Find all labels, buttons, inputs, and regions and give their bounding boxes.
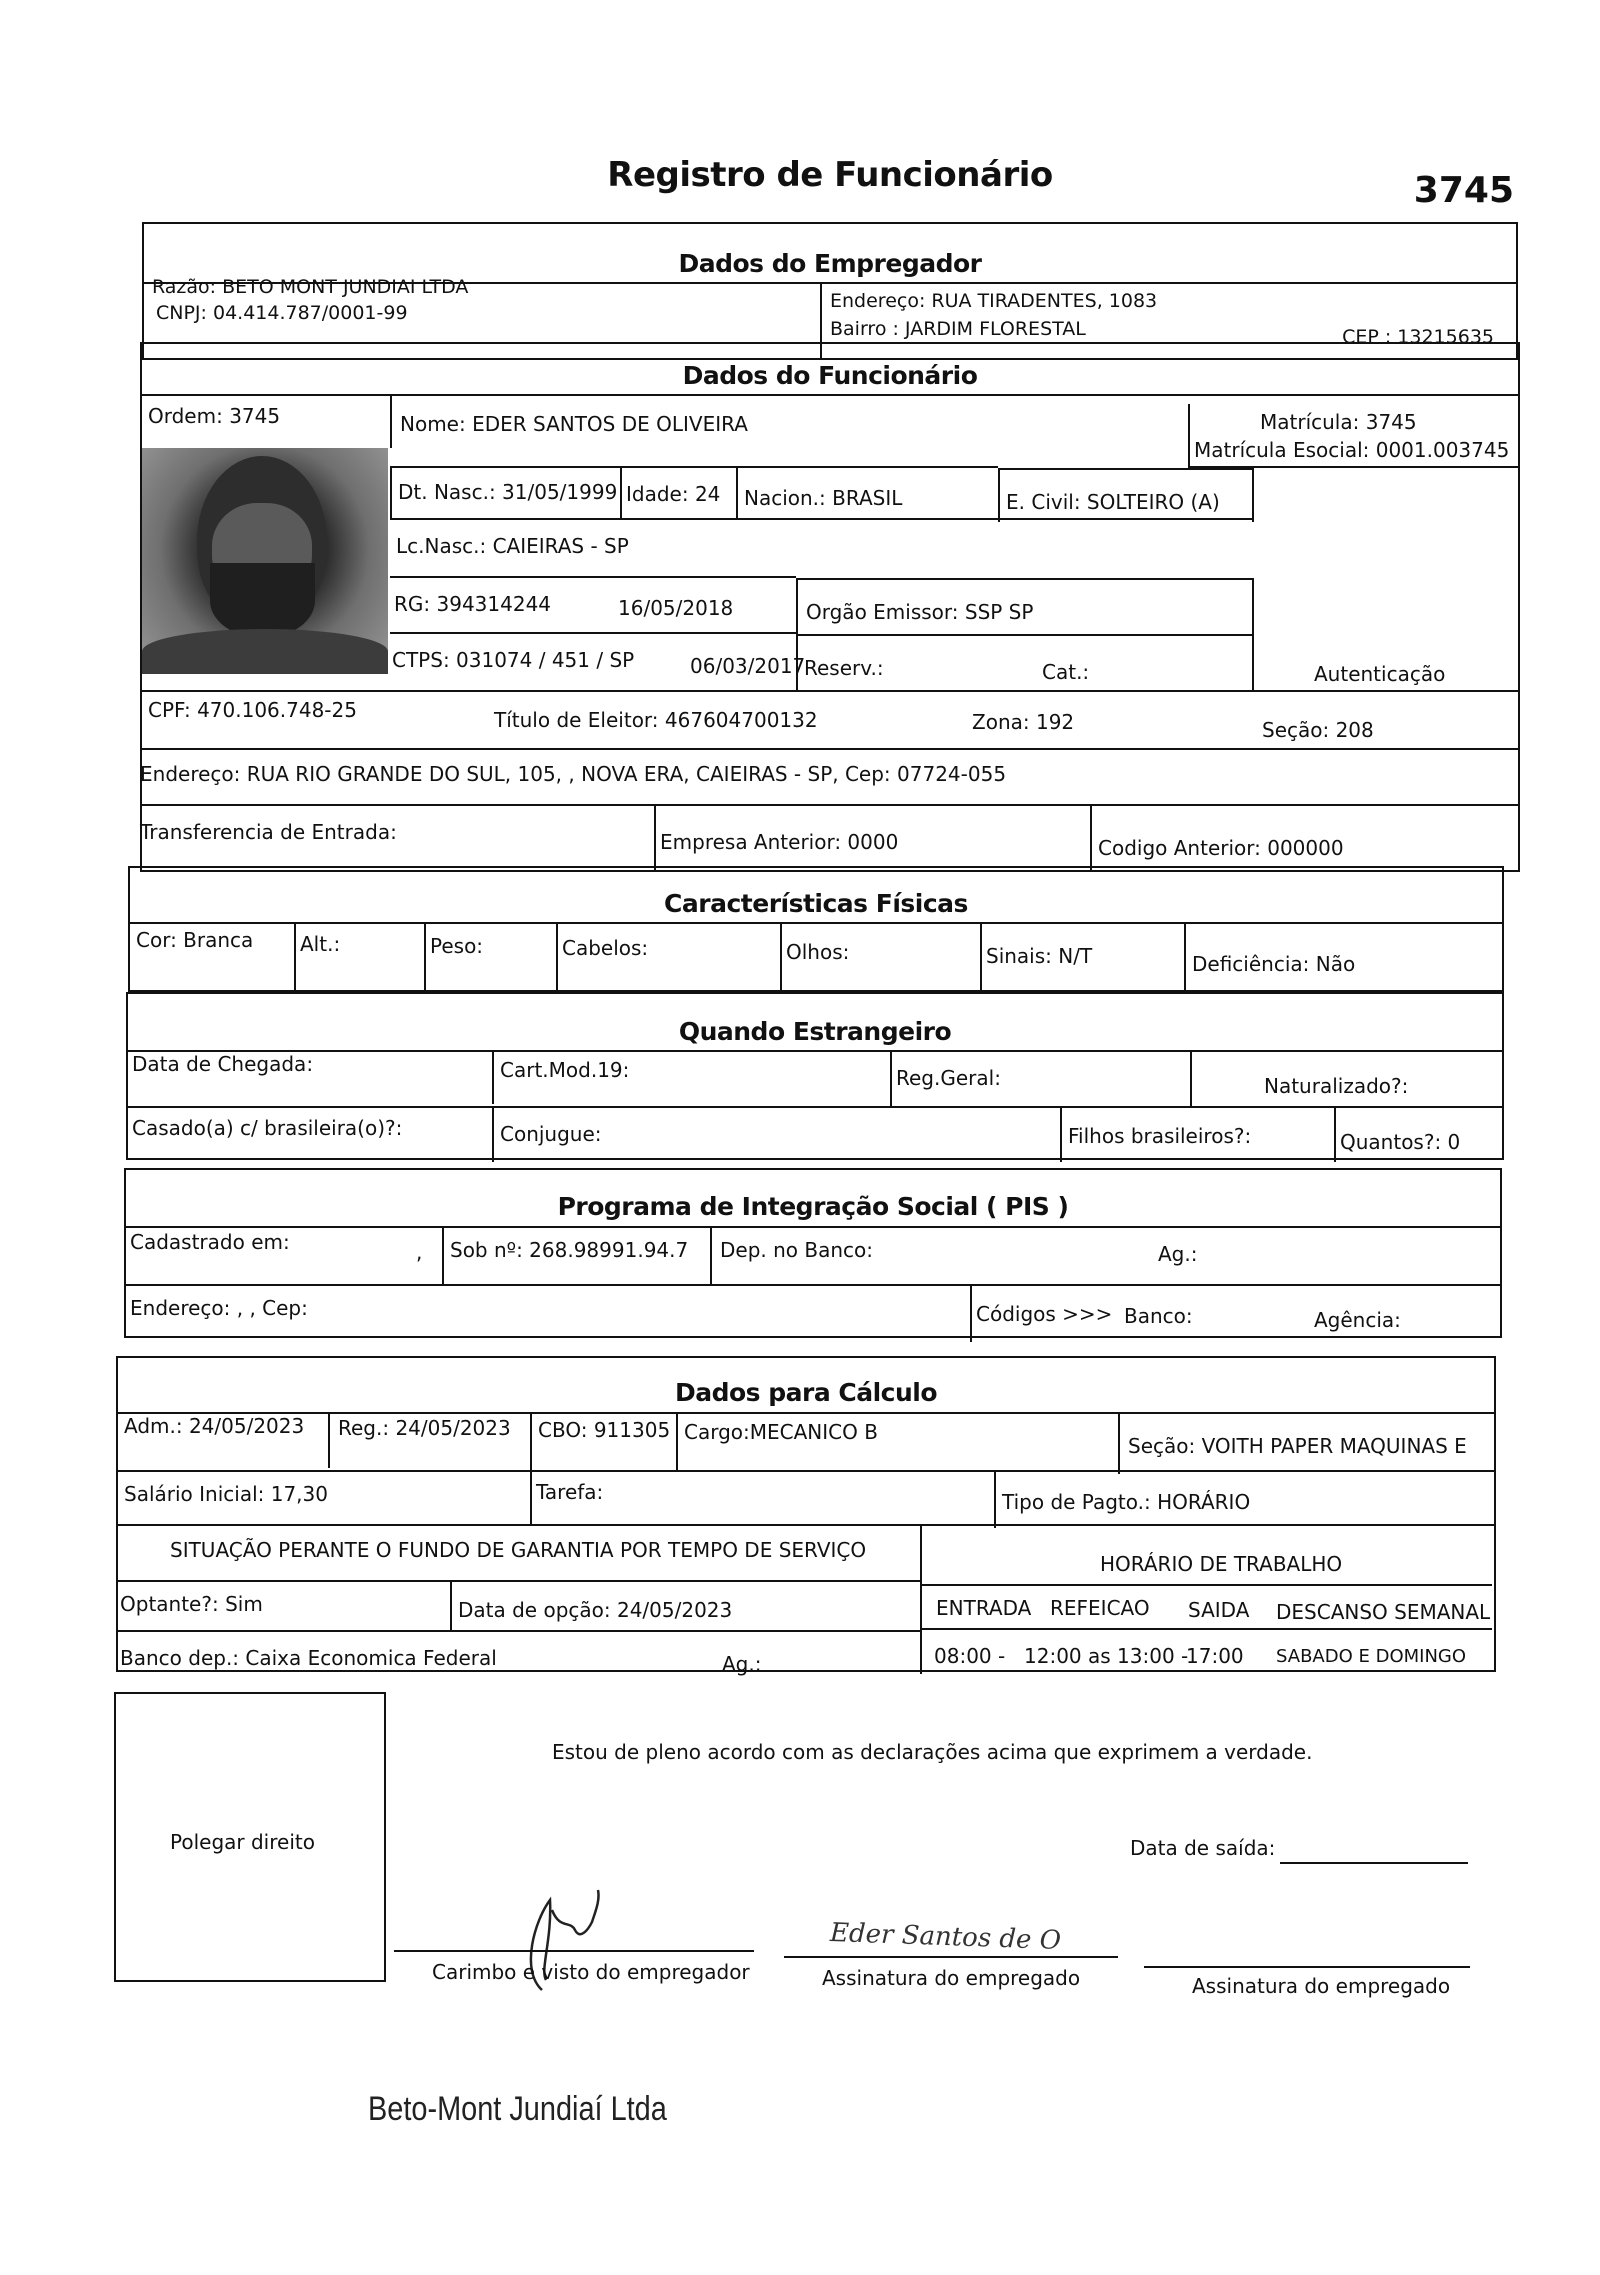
- employee-birth-date: Dt. Nasc.: 31/05/1999: [398, 480, 618, 504]
- autenticacao-label: Autenticação: [1314, 662, 1446, 686]
- pis-cadastrado: Cadastrado em:: [130, 1230, 290, 1254]
- employee-matricula: Matrícula: 3745: [1260, 410, 1417, 434]
- reg-geral-cell: [890, 1050, 1001, 1106]
- employee-rg-date: 16/05/2018: [618, 596, 734, 620]
- pis-agencia: Agência:: [1314, 1308, 1401, 1332]
- tipo-pagto: Tipo de Pagto.: HORÁRIO: [1002, 1490, 1251, 1514]
- employee-address: Endereço: RUA RIO GRANDE DO SUL, 105, , NOVA ERA, CAIEIRAS - SP, Cep: 07724-055: [140, 762, 1007, 786]
- pis-section: [124, 1168, 1502, 1338]
- employee-age: Idade: 24: [626, 482, 721, 506]
- conjugue: Conjugue:: [500, 1122, 602, 1146]
- olhos-cell: [780, 922, 850, 992]
- foreigner-section: [126, 992, 1504, 1160]
- employer-signature-label: Carimbo e visto do empregador: [432, 1960, 750, 1984]
- employer-address: Endereço: RUA TIRADENTES, 1083: [830, 290, 1158, 312]
- calc-row-2: [118, 1470, 1494, 1524]
- transfer-row: [142, 804, 1518, 870]
- peso-cell: [424, 922, 484, 992]
- employee-ctps: CTPS: 031074 / 451 / SP: [392, 648, 635, 672]
- company-stamp: Beto-Mont Jundiaí Ltda: [368, 2090, 667, 2128]
- horario-headers-row: [922, 1584, 1492, 1628]
- employee-nationality: Nacion.: BRASIL: [744, 486, 903, 510]
- thumbprint-label: Polegar direito: [170, 1830, 315, 1854]
- deficiencia-cell: [1184, 922, 1356, 992]
- horario-header-refeicao: REFEICAO: [1050, 1596, 1150, 1620]
- quantos: Quantos?: 0: [1340, 1130, 1461, 1154]
- cor: Cor: Branca: [136, 928, 254, 952]
- reserv-cell: [796, 634, 1254, 692]
- employee-signature: Eder Santos de O: [829, 1917, 1062, 1957]
- tarefa-cell: [530, 1472, 604, 1526]
- sinais: Sinais: N/T: [986, 944, 1093, 968]
- calculation-section: [116, 1356, 1496, 1676]
- exit-date-line: [1280, 1862, 1468, 1864]
- alt-cell: [294, 922, 341, 992]
- alt: Alt.:: [300, 932, 341, 956]
- employer-section: [142, 222, 1518, 360]
- employee-name: Nome: EDER SANTOS DE OLIVEIRA: [400, 412, 748, 436]
- pis-cadastrado-mark: ,: [416, 1240, 423, 1264]
- physical-section-title: Características Físicas: [130, 886, 1502, 924]
- cabelos-cell: [556, 922, 649, 992]
- employee-secao: Seção: 208: [1262, 718, 1374, 742]
- employee-signature-label-1: Assinatura do empregado: [822, 1966, 1081, 1990]
- lc-nasc-cell: [390, 518, 1254, 576]
- empresa-anterior: Empresa Anterior: 0000: [660, 830, 899, 854]
- employee-signature-line-1: [784, 1956, 1118, 1958]
- calculation-section-title: Dados para Cálculo: [118, 1374, 1494, 1414]
- horario-descanso: SABADO E DOMINGO: [1276, 1646, 1467, 1667]
- idade-cell: [620, 466, 736, 518]
- pis-row-2: [126, 1284, 1500, 1338]
- olhos: Olhos:: [786, 940, 850, 964]
- employee-marital-status: E. Civil: SOLTEIRO (A): [1006, 490, 1220, 514]
- employee-signature-line-2: [1144, 1966, 1470, 1968]
- employee-ctps-date: 06/03/2017: [690, 654, 806, 678]
- employee-section: [140, 342, 1520, 872]
- foreigner-section-title: Quando Estrangeiro: [128, 1014, 1502, 1052]
- employee-matricula-esocial: Matrícula Esocial: 0001.003745: [1194, 438, 1510, 462]
- horario-header-saida: SAIDA: [1188, 1598, 1250, 1622]
- cpf-row: [142, 690, 1518, 748]
- naturalizado-cell: [1190, 1050, 1409, 1108]
- filhos-cell: [1060, 1108, 1252, 1162]
- horario-header-descanso: DESCANSO SEMANAL: [1276, 1600, 1491, 1624]
- employee-cat: Cat.:: [1042, 660, 1090, 684]
- reg-geral: Reg.Geral:: [896, 1066, 1001, 1090]
- pis-codigos: Códigos >>>: [976, 1302, 1113, 1326]
- employer-razao: Razão: BETO MONT JUNDIAI LTDA: [152, 276, 469, 298]
- estado-civil-cell: [998, 468, 1254, 522]
- banco-dep-ag: Ag.:: [722, 1652, 762, 1676]
- naturalizado: Naturalizado?:: [1264, 1074, 1409, 1098]
- pis-number-cell: [442, 1226, 689, 1284]
- pis-codigos-cell: [970, 1286, 1401, 1342]
- pis-number: Sob nº: 268.98991.94.7: [450, 1238, 689, 1262]
- employee-cpf: CPF: 470.106.748-25: [148, 698, 357, 722]
- fgts-data-opcao: Data de opção: 24/05/2023: [458, 1598, 733, 1622]
- fgts-optante: Optante?: Sim: [120, 1592, 263, 1616]
- employer-bairro: Bairro : JARDIM FLORESTAL: [830, 318, 1086, 340]
- employer-cnpj: CNPJ: 04.414.787/0001-99: [156, 302, 408, 324]
- horario-header-entrada: ENTRADA: [936, 1596, 1032, 1620]
- peso: Peso:: [430, 934, 484, 958]
- secao-cell: [1118, 1414, 1467, 1474]
- codigo-anterior-cell: [1090, 806, 1516, 870]
- cart-mod: Cart.Mod.19:: [500, 1058, 630, 1082]
- matricula-cell: [1188, 404, 1520, 468]
- exit-date-label: Data de saída:: [1130, 1836, 1276, 1860]
- sinais-cell: [980, 922, 1093, 992]
- employee-rg: RG: 394314244: [394, 592, 552, 616]
- horario-refeicao: 12:00 as 13:00 -: [1024, 1644, 1189, 1668]
- address-row: [142, 748, 1518, 804]
- orgao-emissor-cell: [796, 578, 1254, 634]
- employee-reserv: Reserv.:: [804, 656, 884, 680]
- employee-photo: [142, 448, 388, 674]
- quantos-cell: [1334, 1108, 1461, 1162]
- calc-row-3: [118, 1524, 1494, 1676]
- pis-dep-banco: Dep. no Banco:: [720, 1238, 874, 1262]
- foreigner-row-2: [128, 1106, 1502, 1160]
- dt-nasc-cell: [390, 466, 620, 518]
- employer-section-title: Dados do Empregador: [144, 246, 1516, 284]
- data-chegada: Data de Chegada:: [132, 1052, 314, 1076]
- horario-saida: 17:00: [1186, 1644, 1244, 1668]
- employee-birth-place: Lc.Nasc.: CAIEIRAS - SP: [396, 534, 629, 558]
- data-opcao-cell: [450, 1582, 733, 1630]
- adm-date: Adm.: 24/05/2023: [124, 1414, 305, 1438]
- filhos: Filhos brasileiros?:: [1068, 1124, 1252, 1148]
- thumbprint-box: [114, 1692, 386, 1982]
- employee-signature-label-2: Assinatura do empregado: [1192, 1974, 1451, 1998]
- horario-entrada: 08:00 -: [934, 1644, 1006, 1668]
- empresa-anterior-cell: [654, 806, 1090, 870]
- ctps-cell: [390, 632, 806, 690]
- pis-endereco: Endereço: , , Cep:: [130, 1296, 308, 1320]
- banco-dep-row: [118, 1630, 920, 1674]
- employee-zona: Zona: 192: [972, 710, 1075, 734]
- banco-dep: Banco dep.: Caixa Economica Federal: [120, 1646, 497, 1670]
- conjugue-cell: [492, 1108, 602, 1162]
- employee-name-cell: [390, 394, 1188, 448]
- deficiencia: Deficiência: Não: [1192, 952, 1356, 976]
- employee-section-title: Dados do Funcionário: [142, 358, 1518, 396]
- reg-date: Reg.: 24/05/2023: [338, 1416, 511, 1440]
- cargo: Cargo:MECANICO B: [684, 1420, 878, 1444]
- employee-voter-id: Título de Eleitor: 467604700132: [494, 708, 818, 732]
- codigo-anterior: Codigo Anterior: 000000: [1098, 836, 1344, 860]
- pis-banco: Banco:: [1124, 1304, 1193, 1328]
- cabelos: Cabelos:: [562, 936, 649, 960]
- physical-section: [128, 866, 1504, 992]
- fgts-title: SITUAÇÃO PERANTE O FUNDO DE GARANTIA POR TEMPO DE SERVIÇO: [170, 1538, 867, 1562]
- cargo-cell: [676, 1412, 878, 1472]
- employer-signature: [480, 1860, 640, 2010]
- cbo: CBO: 911305: [538, 1418, 671, 1442]
- pis-section-title: Programa de Integração Social ( PIS ): [126, 1188, 1500, 1228]
- horario-title: HORÁRIO DE TRABALHO: [1100, 1552, 1343, 1576]
- fgts-optante-row: [118, 1580, 920, 1674]
- pis-ag: Ag.:: [1158, 1242, 1198, 1266]
- employee-rg-issuer: Orgão Emissor: SSP SP: [806, 600, 1034, 624]
- nacion-cell: [736, 466, 998, 518]
- salario-inicial: Salário Inicial: 17,30: [124, 1482, 328, 1506]
- page-title: Registro de Funcionário: [607, 155, 1053, 195]
- secao: Seção: VOITH PAPER MAQUINAS E: [1128, 1434, 1467, 1458]
- transfer-entrada: Transferencia de Entrada:: [140, 820, 397, 844]
- cbo-cell: [530, 1412, 671, 1470]
- employer-signature-line: [394, 1950, 754, 1952]
- horario-cell: [920, 1526, 1492, 1674]
- declaration-text: Estou de pleno acordo com as declarações acima que exprimem a verdade.: [552, 1740, 1313, 1764]
- reg-cell: [328, 1412, 511, 1468]
- rg-cell: [390, 576, 796, 632]
- employee-ordem: Ordem: 3745: [148, 404, 281, 428]
- horario-values-row: [922, 1628, 1492, 1674]
- employer-cep: CEP : 13215635: [1342, 326, 1494, 348]
- casado: Casado(a) c/ brasileira(o)?:: [132, 1116, 403, 1140]
- registration-number: 3745: [1413, 170, 1514, 211]
- tipo-pagto-cell: [994, 1472, 1251, 1528]
- tarefa: Tarefa:: [536, 1480, 604, 1504]
- dep-banco-cell: [710, 1226, 874, 1284]
- cart-mod-cell: [492, 1050, 630, 1104]
